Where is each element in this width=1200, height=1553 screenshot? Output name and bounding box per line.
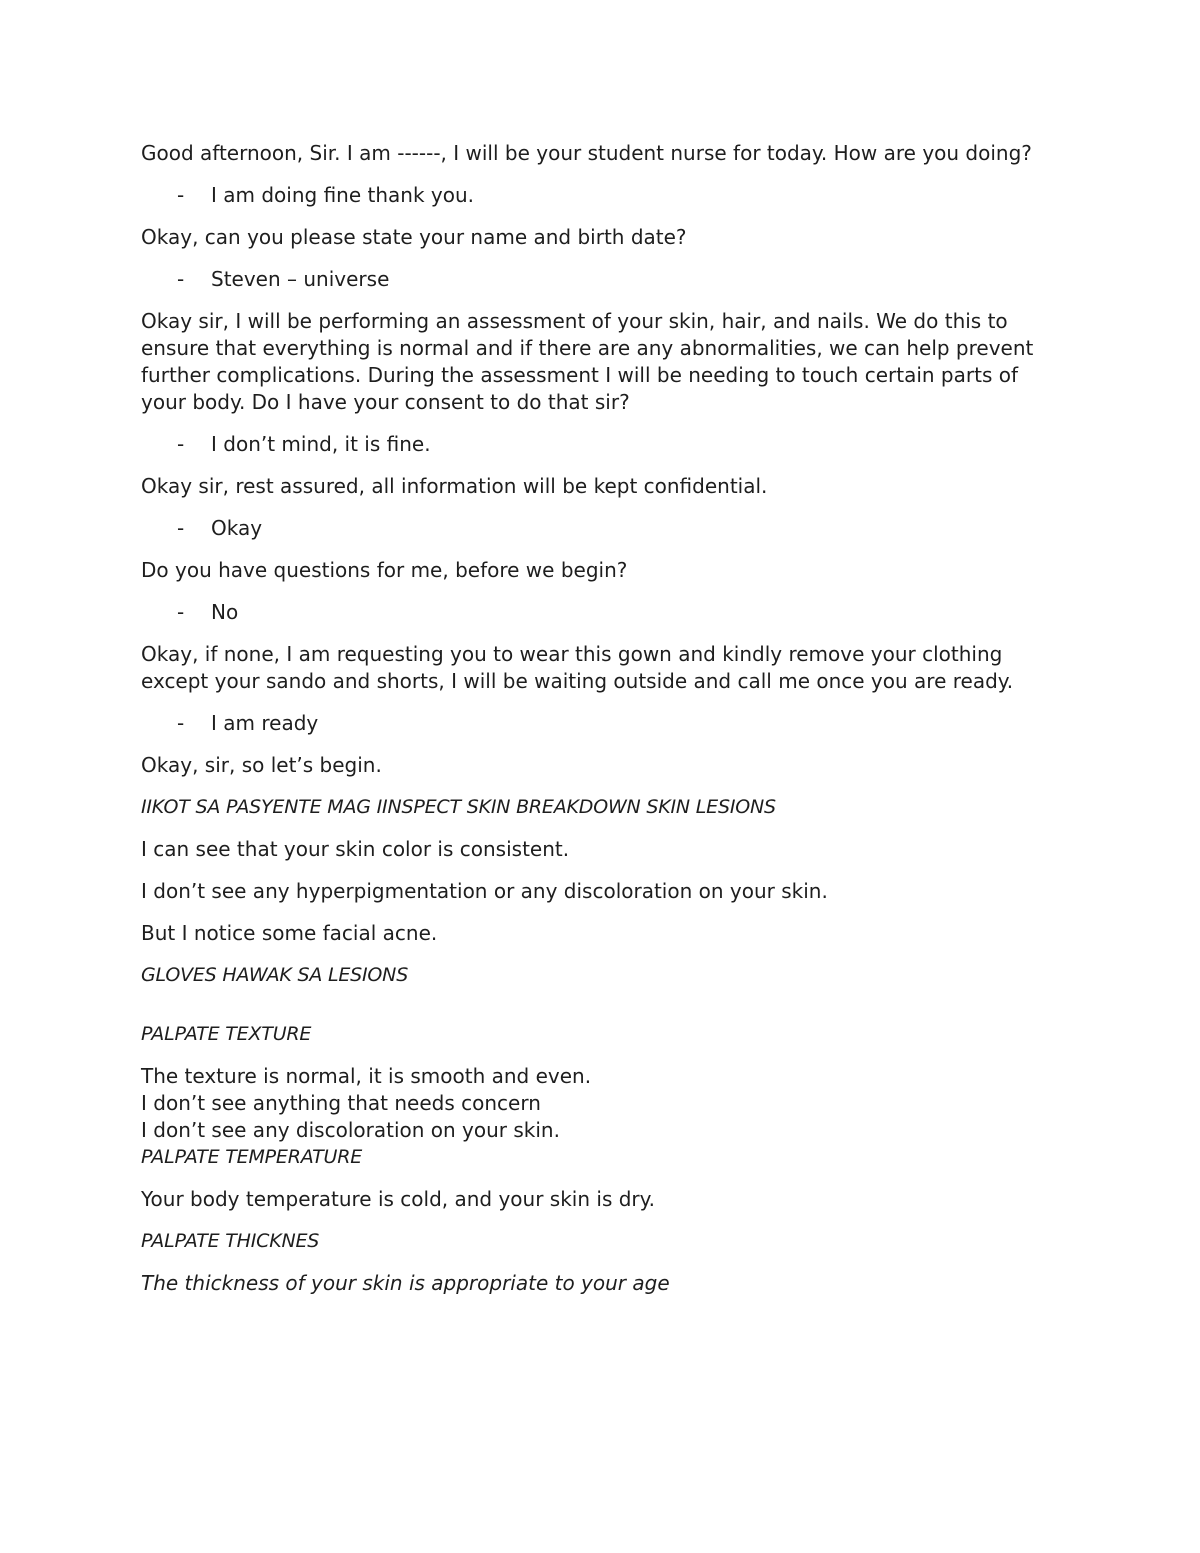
nurse-line-consent: Okay sir, I will be performing an assessment of your skin, hair, and nails. We do this to ensure that everything is normal and if there are any abnormalities, we can help prevent further complications. During the assessment I will be needing to touch certain parts of your body. Do I have your consent to do that sir? [141,309,1034,414]
finding-no-concern: I don’t see anything that needs concern [141,1091,541,1115]
reply-text: I am doing fine thank you. [211,183,474,207]
instruction-palpate-temperature: PALPATE TEMPERATURE [141,1146,363,1168]
reply-text: I am ready [211,711,319,735]
reply-dash: - [177,600,185,624]
instruction-inspect: IIKOT SA PASYENTE MAG IINSPECT SKIN BREAKDOWN SKIN LESIONS [141,796,776,818]
nurse-line-gown: Okay, if none, I am requesting you to wear this gown and kindly remove your clothing except your sando and shorts, I will be waiting outside and call me once you are ready. [141,642,1014,693]
instruction-palpate-texture: PALPATE TEXTURE [141,1023,312,1045]
finding-acne: But I notice some facial acne. [141,921,438,945]
reply-dash: - [177,267,185,291]
reply-text: Steven – universe [211,267,390,291]
patient-reply-1 [141,182,1056,209]
reply-text: Okay [211,516,263,540]
instruction-palpate-thickness: PALPATE THICKNES [141,1230,320,1252]
patient-reply-6 [141,710,1056,737]
finding-temperature: Your body temperature is cold, and your skin is dry. [141,1187,655,1211]
nurse-line-questions: Do you have questions for me, before we begin? [141,558,628,582]
instruction-gloves: GLOVES HAWAK SA LESIONS [141,964,409,986]
finding-texture: The texture is normal, it is smooth and even. [141,1064,592,1088]
document-body [141,140,1056,1297]
reply-dash: - [177,183,185,207]
nurse-line-name: Okay, can you please state your name and birth date? [141,225,687,249]
patient-reply-5 [141,599,1056,626]
patient-reply-4 [141,515,1056,542]
reply-dash: - [177,432,185,456]
finding-skin-color: I can see that your skin color is consistent. [141,837,570,861]
nurse-line-begin: Okay, sir, so let’s begin. [141,753,382,777]
finding-pigmentation: I don’t see any hyperpigmentation or any discoloration on your skin. [141,879,828,903]
blank-line [141,989,1056,1021]
nurse-line-greeting: Good afternoon, Sir. I am ------, I will be your student nurse for today. How are you doing? [141,141,1032,165]
reply-dash: - [177,711,185,735]
patient-reply-3 [141,431,1056,458]
nurse-line-confidential: Okay sir, rest assured, all information will be kept confidential. [141,474,768,498]
patient-reply-2 [141,266,1056,293]
reply-dash: - [177,516,185,540]
reply-text: No [211,600,239,624]
reply-text: I don’t mind, it is fine. [211,432,431,456]
finding-no-discoloration: I don’t see any discoloration on your skin. [141,1118,560,1142]
finding-thickness: The thickness of your skin is appropriate to your age [141,1271,670,1295]
